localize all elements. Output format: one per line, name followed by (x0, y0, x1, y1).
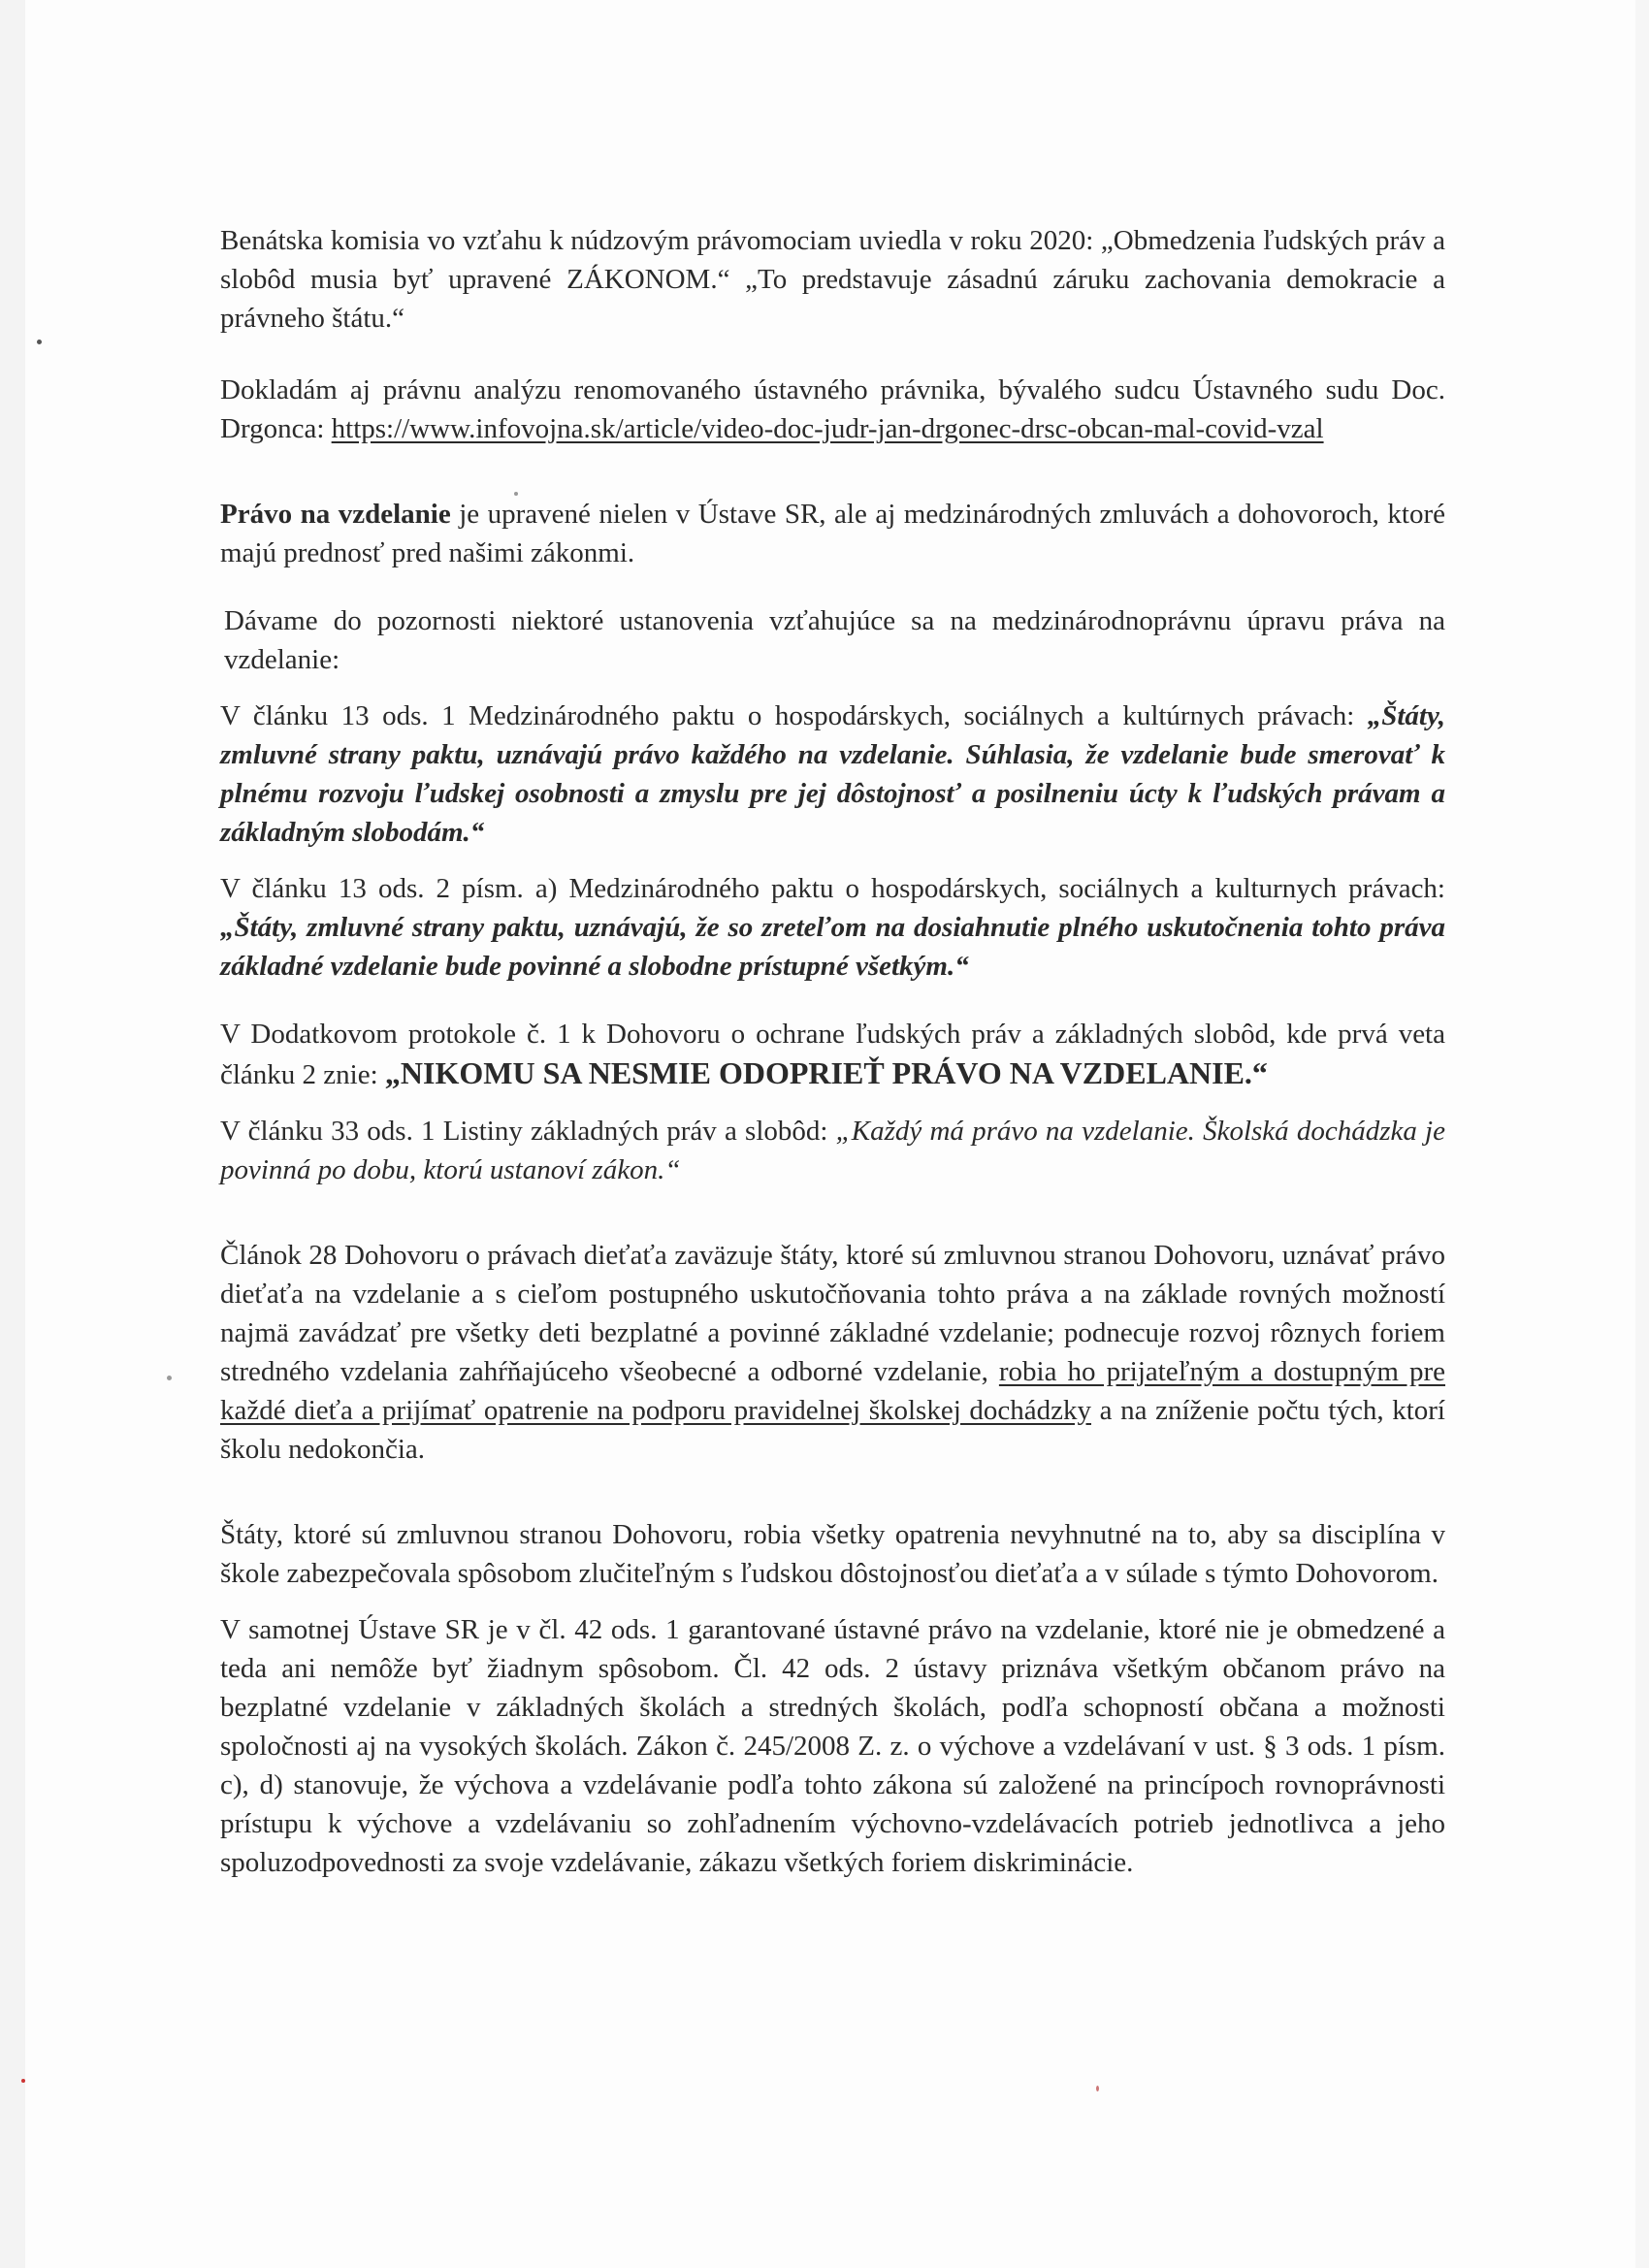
infovojna-article-link[interactable]: https://www.infovojna.sk/article/video-doc-judr-jan-drgonec-drsc-obcan-mal-covid-vzal (331, 413, 1324, 444)
paragraph-text: je upravené nielen v Ústave SR, ale aj medzinárodných zmluvách a dohovoroch, ktoré majú prednosť pred našimi zákonmi. (220, 499, 1446, 568)
scan-speck (1096, 2086, 1099, 2091)
paragraph-venice-commission (220, 221, 1445, 338)
document-body (220, 221, 1445, 1882)
paragraph-text: V článku 33 ods. 1 Listiny základných práv a slobôd: (220, 1116, 836, 1147)
paragraph-text: V Dodatkovom protokole č. 1 k Dohovoru o ochrane ľudských práv a základných slobôd, kde prvá veta článku 2 znie: (220, 1019, 1445, 1090)
paragraph-child-rights-art28 (220, 1236, 1445, 1469)
paragraph-charter-art33 (220, 1112, 1445, 1189)
paragraph-constitution-art42 (220, 1610, 1445, 1882)
paragraph-covenant-art13-1 (220, 697, 1445, 852)
paragraph-text: V samotnej Ústave SR je v čl. 42 ods. 1 garantované ústavné právo na vzdelanie, ktoré nie je obmedzené a teda ani nemôže byť žiadnym spôsobom. Čl. 42 ods. 2 ústavy priznáva všetkým občanom právo na bezplatné vzdelanie v základných školách a stredných školách, podľa schopností občana a možnosti spoločnosti aj na vysokých školách. Zákon č. 245/2008 Z. z. o výchove a vzdelávaní v ust. § 3 ods. 1 písm. c), d) stanovuje, že výchova a vzdelávanie podľa tohto zákona sú založené na princípoch rovnoprávnosti prístupu k výchove a vzdelávaniu so zohľadnením výchovno-vzdelávacích potrieb jednotlivca a jeho spoluzodpovednosti za svoje vzdelávanie, zákazu všetkých foriem diskriminácie. (220, 1614, 1445, 1878)
scan-speck (37, 340, 42, 344)
paragraph-text: Štáty, ktoré sú zmluvnou stranou Dohovoru, robia všetky opatrenia nevyhnutné na to, aby sa disciplína v škole zabezpečovala spôsobom zlučiteľným s ľudskou dôstojnosťou dieťaťa a v súlade s týmto Dohovorom. (220, 1519, 1445, 1589)
scan-speck (21, 2079, 25, 2083)
paragraph-protocol-1 (220, 1015, 1445, 1094)
paragraph-text: Benátska komisia vo vzťahu k núdzovým právomociam uviedla v roku 2020: „Obmedzenia ľudských práv a slobôd musia byť upravené ZÁKONOM.“ „To predstavuje zásadnú záruku zachovania demokracie a právneho štátu.“ (220, 225, 1445, 334)
paragraph-right-to-education (220, 495, 1445, 572)
bold-term: Právo na vzdelanie (220, 499, 451, 530)
paragraph-covenant-art13-2 (220, 869, 1445, 986)
paragraph-text: Dávame do pozornosti niektoré ustanovenia vzťahujúce sa na medzinárodnoprávnu úpravu práva na vzdelanie: (224, 605, 1445, 675)
paragraph-legal-analysis (220, 371, 1445, 448)
scan-edge-left (0, 0, 25, 2268)
paragraph-text: V článku 13 ods. 1 Medzinárodného paktu o hospodárskych, sociálnych a kultúrnych právach: (220, 700, 1368, 731)
paragraph-text: Dokladám aj právnu analýzu renomovaného ústavného právnika, bývalého sudcu Ústavného sudu Doc. Drgonca: (220, 374, 1445, 444)
paragraph-text: Článok 28 Dohovoru o právach dieťaťa zaväzuje štáty, ktoré sú zmluvnou stranou Dohovoru, uznávať právo dieťaťa na vzdelanie a s cieľom postupného uskutočňovania tohto práva a na základe rovných možností najmä zavádzať pre všetky deti bezplatné a povinné základné vzdelanie; podnecuje rozvoj rôznych foriem stredného vzdelania zahŕňajúceho všeobecné a odborné vzdelanie, (220, 1240, 1445, 1387)
covenant-quote: „Štáty, zmluvné strany paktu, uznávajú, že so zreteľom na dosiahnutie plného uskutočnenia tohto práva základné vzdelanie bude povinné a slobodne prístupné všetkým.“ (220, 912, 1445, 982)
paragraph-text: a na zníženie počtu tých, ktorí školu nedokončia. (220, 1395, 1445, 1465)
charter-quote: „Každý má právo na vzdelanie. Školská dochádzka je povinná po dobu, ktorú ustanoví zákon.“ (220, 1116, 1445, 1185)
paragraph-international-provisions (220, 601, 1445, 679)
paragraph-school-discipline (220, 1515, 1445, 1593)
covenant-quote: „Štáty, zmluvné strany paktu, uznávajú právo každého na vzdelanie. Súhlasia, že vzdelanie bude smerovať k plnému rozvoju ľudskej osobnosti a zmyslu pre jej dôstojnosť a posilneniu úcty k ľudských právam a základným slobodám.“ (220, 700, 1445, 848)
scan-edge-right (1635, 0, 1649, 2268)
underlined-passage: robia ho prijateľným a dostupným pre každé dieťa a prijímať opatrenie na podporu pravidelnej školskej dochádzky (220, 1356, 1445, 1426)
protocol-emphasis: „NIKOMU SA NESMIE ODOPRIEŤ PRÁVO NA VZDELANIE.“ (384, 1055, 1268, 1090)
scan-speck (167, 1376, 172, 1380)
paragraph-text: V článku 13 ods. 2 písm. a) Medzinárodného paktu o hospodárskych, sociálnych a kulturnych právach: (220, 873, 1445, 904)
